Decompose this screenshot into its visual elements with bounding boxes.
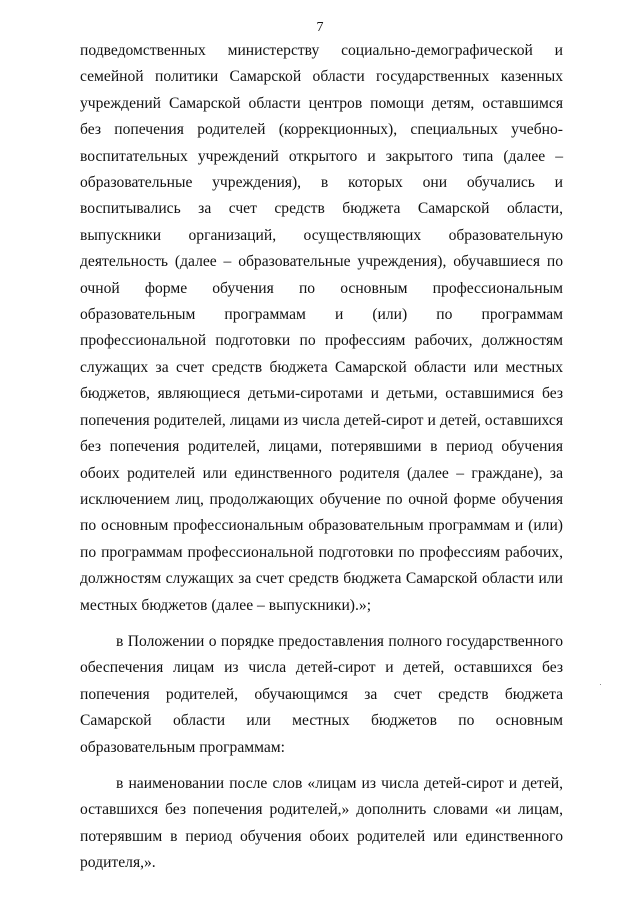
- document-body: [80, 38, 563, 877]
- paragraph-title-amendment: в наименовании после слов «лицам из числа детей-сирот и детей, оставшихся без попечения родителей,» дополнить словами «и лицам, потерявшим в период обучения обоих родителей или единственного родителя,».: [80, 774, 563, 872]
- paragraph-regulation-amendment: в Положении о порядке предоставления полного государственного обеспечения лицам из числа детей-сирот и детей, оставшихся без попечения родителей, обучающимся за счет средств бюджета Самарской области или местных бюджетов по основным образовательным программам:: [80, 632, 563, 756]
- scan-speck: [600, 684, 601, 685]
- page-number: 7: [316, 20, 324, 35]
- paragraph-continuation: подведомственных министерству социально-демографической и семейной политики Самарской области государственных казенных учреждений Самарской области центров помощи детям, оставшимся без попечения родителей (коррекционных), специальных учебно-воспитательных учреждений открытого и закрытого типа (далее – образовательные учреждения), в которых они обучались и воспитывались за счет средств бюджета Самарской области, выпускники организаций, осуществляющих образовательную деятельность (далее – образовательные учреждения), обучавшиеся по очной форме обучения по основным профессиональным образовательным программам и (или) по программам профессиональной подготовки по профессиям рабочих, должностям служащих за счет средств бюджета Самарской области или местных бюджетов, являющиеся детьми-сиротами и детьми, оставшимися без попечения родителей, лицами из числа детей-сирот и детей, оставшихся без попечения родителей, лицами, потерявшими в период обучения обоих родителей или единственного родителя (далее – граждане), за исключением лиц, продолжающих обучение по очной форме обучения по основным профессиональным образовательным программам и (или) по программам профессиональной подготовки по профессиям рабочих, должностям служащих за счет средств бюджета Самарской области или местных бюджетов (далее – выпускники).»;: [80, 42, 563, 614]
